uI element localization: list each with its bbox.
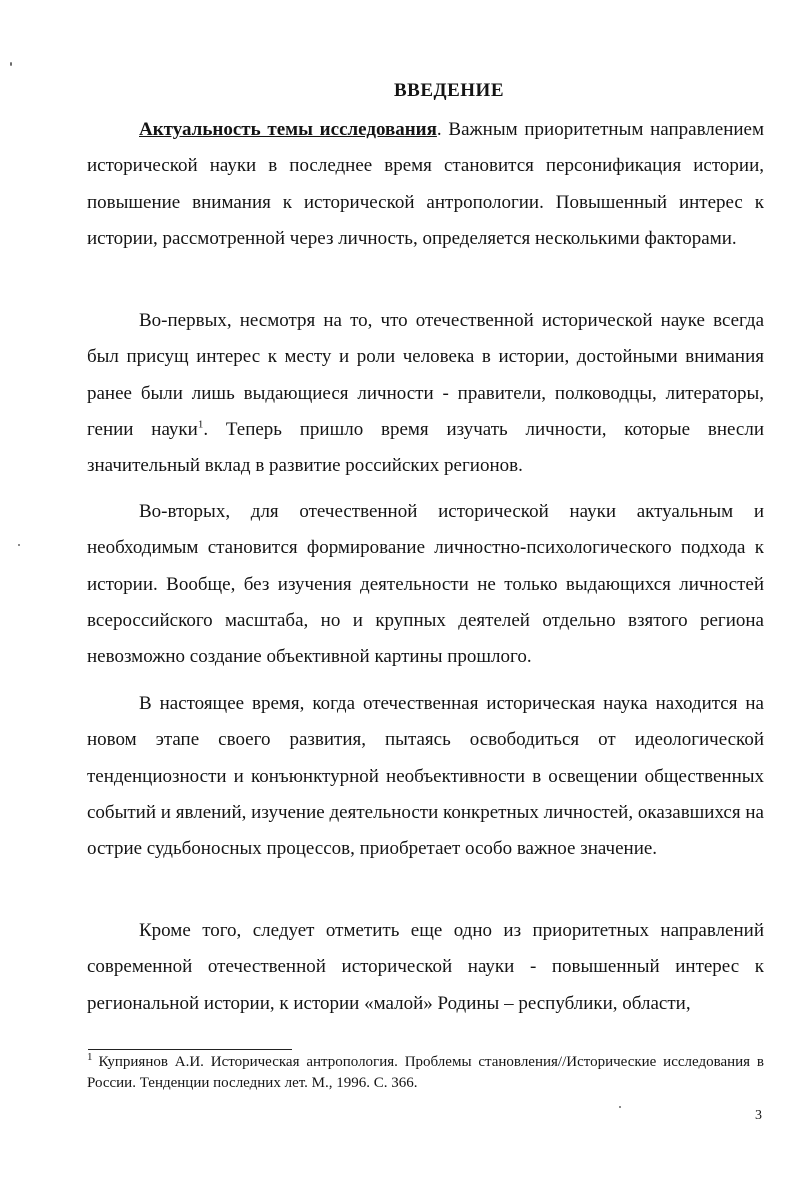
paragraph-present-time: В настоящее время, когда отечественная историческая наука находится на новом этапе своего развития, пытаясь освободиться от идеологической тенденциозности и конъюнктурной необъективности в освещении общественных событий и явлений, изучение деятельности конкретных личностей, оказавшихся на острие судьбоносных процессов, приобретает особо важное значение. — [87, 693, 764, 860]
footnote-divider — [88, 1049, 292, 1050]
paragraph-text: Во-первых, несмотря на то, что отечественной исторической науке всегда был присущ интерес к месту и роли человека в истории, достойными внимания ранее были лишь выдающиеся личности - правители, полководцы, литераторы, гении науки — [87, 310, 764, 440]
page-title: ВВЕДЕНИЕ — [394, 80, 504, 101]
footnote-text: Куприянов А.И. Историческая антропология. Проблемы становления//Исторические исследования в России. Тенденции последних лет. М., 1996. С. 366. — [87, 1054, 764, 1091]
scan-speck — [18, 544, 20, 546]
paragraph-text: . Теперь пришло время изучать личности, которые внесли значительный вклад в развитие российских регионов. — [87, 418, 765, 477]
scan-speck — [10, 62, 12, 66]
paragraph-regional-history: Кроме того, следует отметить еще одно из приоритетных направлений современной отечественной исторической науки - повышенный интерес к региональной истории, к истории «малой» Родины – республики, области, — [87, 920, 764, 1014]
paragraph-text: . Важным приоритетным направлением исторической науки в последнее время становится персонификация истории, повышение внимания к исторической антропологии. Повышенный интерес к истории, рассмотренной через личность, определяется несколькими факторами. — [87, 119, 765, 249]
page-number: 3 — [755, 1108, 762, 1123]
section-lead: Актуальность темы исследования — [139, 119, 437, 140]
footnote-reference[interactable]: 1 — [197, 418, 204, 431]
paragraph-first-factor — [87, 303, 764, 484]
footnote — [87, 1052, 764, 1094]
scan-speck — [619, 1106, 621, 1108]
paragraph-second-factor: Во-вторых, для отечественной исторической науки актуальным и необходимым становится формирование личностно-психологического подхода к истории. Вообще, без изучения деятельности не только выдающихся личностей всероссийского масштаба, но и крупных деятелей отдельно взятого региона невозможно создание объективной картины прошлого. — [87, 501, 764, 668]
paragraph-relevance — [87, 112, 764, 257]
footnote-marker: 1 — [87, 1051, 93, 1063]
